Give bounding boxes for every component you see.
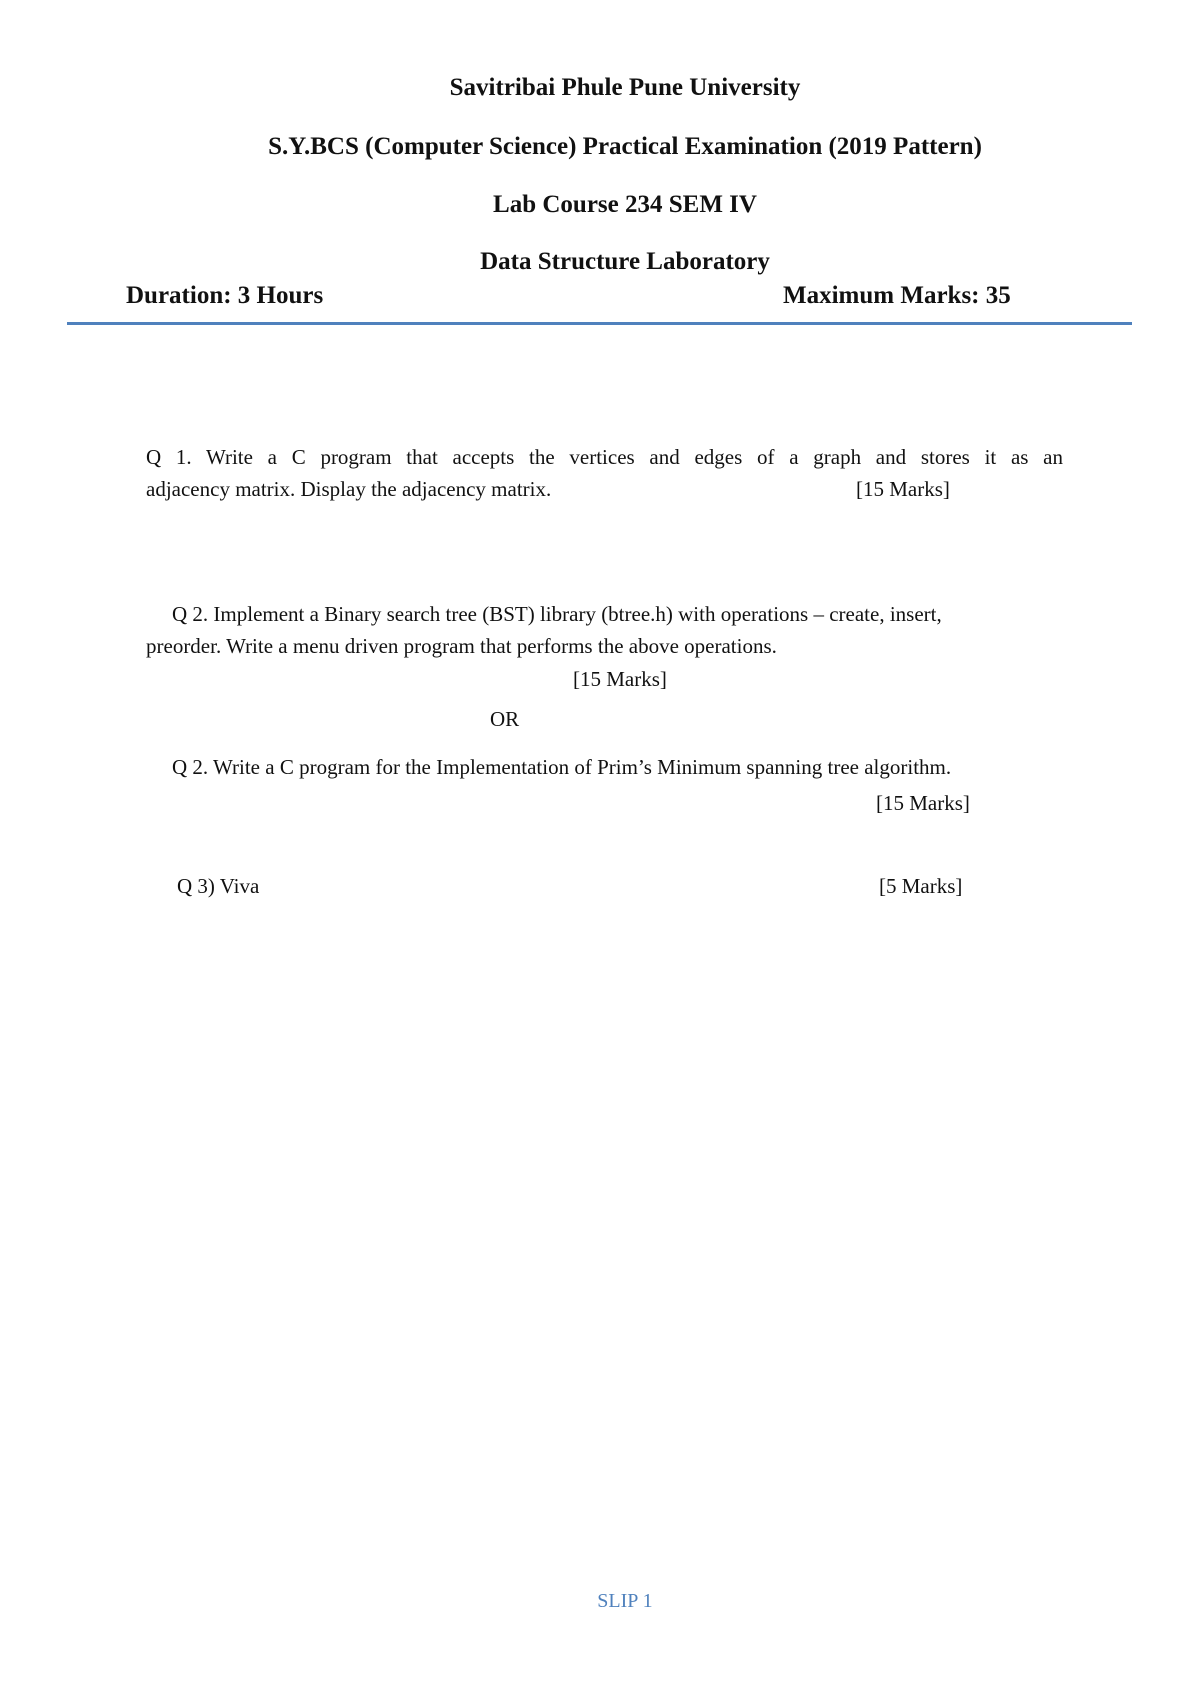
question-2b-line-1: Q 2. Write a C program for the Implementation of Prim’s Minimum spanning tree algorithm.	[172, 755, 952, 779]
question-2a-line-1: Q 2. Implement a Binary search tree (BST) library (btree.h) with operations – create, insert,	[172, 602, 942, 626]
question-2a-marks: [15 Marks]	[573, 667, 667, 691]
lab-course: Lab Course 234 SEM IV	[493, 191, 757, 218]
university-name: Savitribai Phule Pune University	[449, 74, 801, 101]
maximum-marks: Maximum Marks: 35	[783, 282, 1011, 309]
header-divider	[67, 322, 1132, 325]
question-3-line-1: Q 3) Viva	[177, 874, 260, 898]
question-3-marks: [5 Marks]	[879, 874, 963, 898]
exam-title: S.Y.BCS (Computer Science) Practical Examination (2019 Pattern)	[268, 133, 982, 160]
question-1-line-1: Q 1. Write a C program that accepts the vertices and edges of a graph and stores it as an	[146, 445, 1063, 469]
or-separator: OR	[490, 707, 520, 731]
question-2a-line-2: preorder. Write a menu driven program that performs the above operations.	[146, 634, 777, 658]
question-2b-marks: [15 Marks]	[876, 791, 970, 815]
question-1-line-2: adjacency matrix. Display the adjacency matrix.	[146, 477, 552, 501]
subject-title: Data Structure Laboratory	[480, 248, 770, 275]
slip-footer: SLIP 1	[597, 1590, 653, 1612]
question-1-marks: [15 Marks]	[856, 477, 950, 501]
duration: Duration: 3 Hours	[126, 282, 324, 309]
